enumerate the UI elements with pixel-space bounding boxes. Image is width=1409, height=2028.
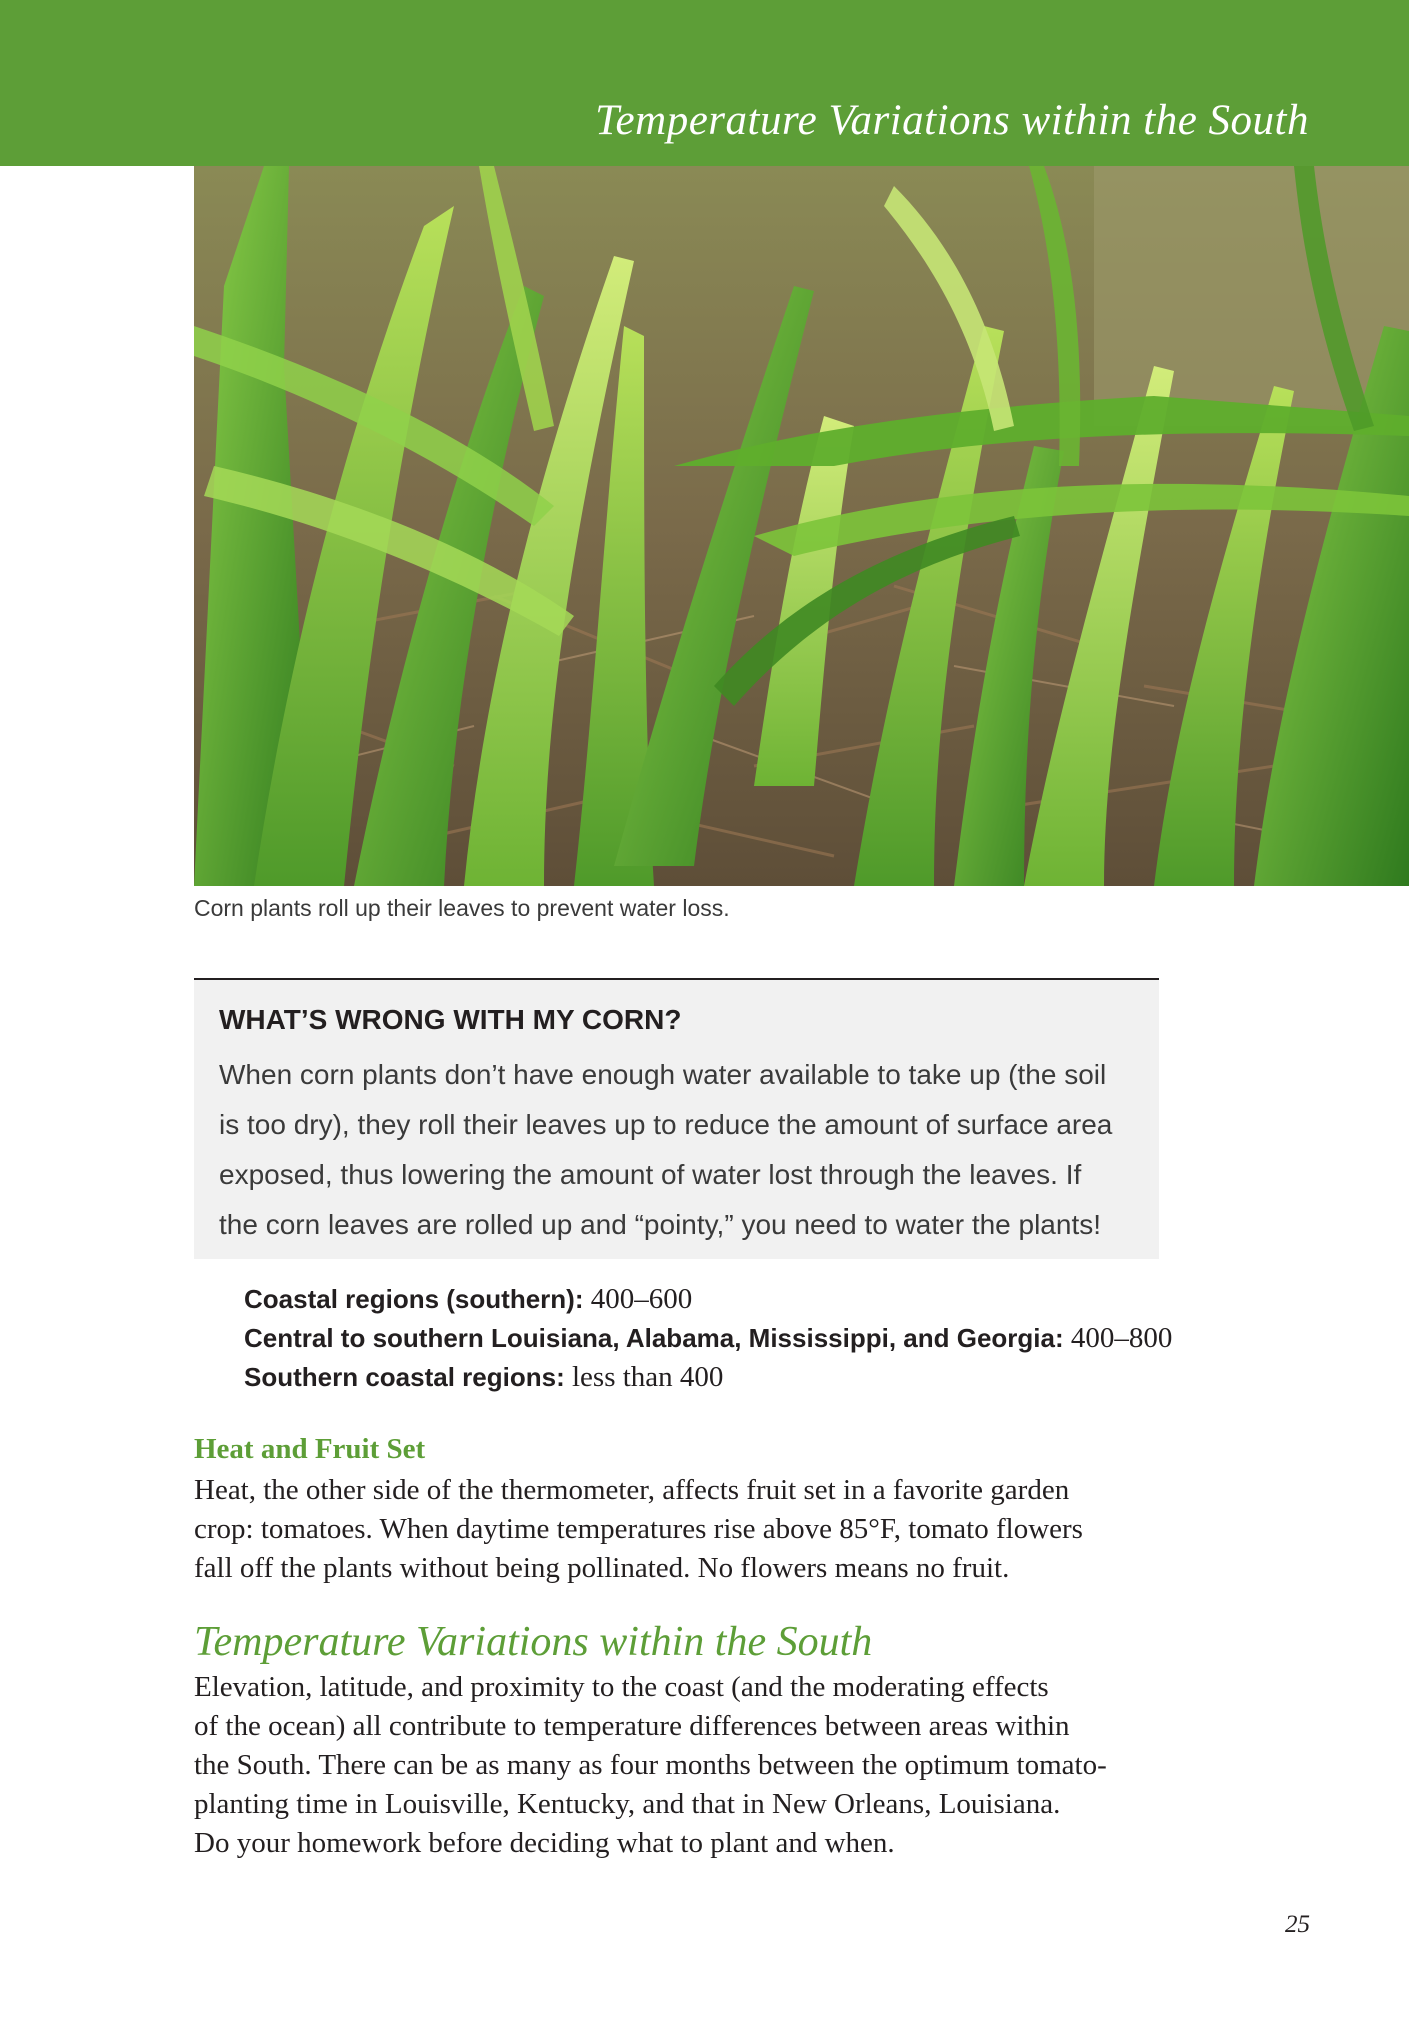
sidebar-body-line: exposed, thus lowering the amount of water lost through the leaves. If [219, 1159, 1082, 1190]
paragraph-line: planting time in Louisville, Kentucky, and that in New Orleans, Louisiana. [194, 1788, 1061, 1820]
region-stat-value: 400–600 [590, 1283, 693, 1315]
paragraph-line: Do your homework before deciding what to plant and when. [194, 1827, 895, 1859]
region-stats-list [244, 1280, 1172, 1397]
page-number: 25 [1285, 1911, 1310, 1938]
heat-fruit-set-paragraph [194, 1471, 1083, 1588]
region-stat-value: 400–800 [1070, 1322, 1173, 1354]
region-stat [244, 1319, 1172, 1358]
sidebar-body-line: When corn plants don’t have enough water available to take up (the soil [219, 1059, 1107, 1090]
heat-fruit-set-heading: Heat and Fruit Set [194, 1433, 426, 1465]
paragraph-line: the South. There can be as many as four months between the optimum tomato- [194, 1749, 1107, 1781]
region-stat-label: Southern coastal regions: [244, 1362, 565, 1392]
sidebar-body-line: is too dry), they roll their leaves up to reduce the amount of surface area [219, 1109, 1113, 1140]
region-stat [244, 1280, 1172, 1319]
corn-plants-photo [194, 166, 1409, 886]
paragraph-line: of the ocean) all contribute to temperature differences between areas within [194, 1710, 1070, 1742]
region-stat-label: Central to southern Louisiana, Alabama, Mississippi, and Georgia: [244, 1323, 1064, 1353]
sidebar-body [219, 1050, 1149, 1250]
paragraph-line: Elevation, latitude, and proximity to the coast (and the moderating effects [194, 1671, 1049, 1703]
photo-caption: Corn plants roll up their leaves to prevent water loss. [194, 895, 730, 921]
paragraph-line: fall off the plants without being pollinated. No flowers means no fruit. [194, 1552, 1010, 1584]
region-stat-label: Coastal regions (southern): [244, 1284, 584, 1314]
corn-leaves-illustration [194, 166, 1409, 886]
paragraph-line: Heat, the other side of the thermometer, affects fruit set in a favorite garden [194, 1474, 1070, 1506]
paragraph-line: crop: tomatoes. When daytime temperatures rise above 85°F, tomato flowers [194, 1513, 1083, 1545]
temperature-variations-paragraph [194, 1668, 1107, 1863]
sidebar-box [194, 978, 1159, 1259]
sidebar-title: WHAT’S WRONG WITH MY CORN? [219, 1004, 682, 1035]
region-stat-value: less than 400 [571, 1361, 724, 1393]
region-stat [244, 1358, 1172, 1397]
sidebar-body-line: the corn leaves are rolled up and “pointy,” you need to water the plants! [219, 1209, 1102, 1240]
temperature-variations-heading: Temperature Variations within the South [194, 1619, 873, 1665]
running-title: Temperature Variations within the South [595, 97, 1309, 144]
